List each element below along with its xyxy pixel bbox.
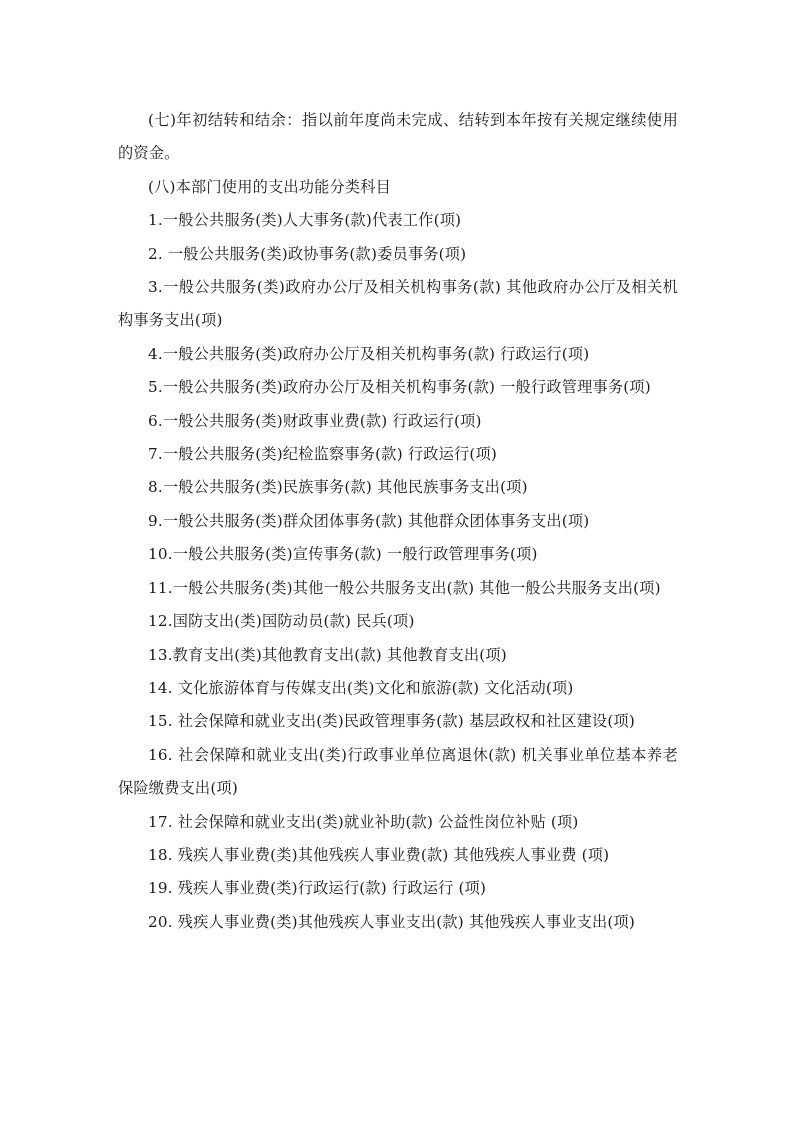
list-item: 7.一般公共服务(类)纪检监察事务(款) 行政运行(项) (148, 445, 498, 464)
list-item: 4.一般公共服务(类)政府办公厅及相关机构事务(款) 行政运行(项) (148, 344, 590, 363)
list-item: 17. 社会保障和就业支出(类)就业补助(款) 公益性岗位补贴 (项) (148, 812, 579, 831)
document-page (118, 104, 678, 939)
list-item: 3.一般公共服务(类)政府办公厅及相关机构事务(款) 其他政府办公厅及相关机构事务支出(项) (118, 278, 678, 330)
list-item: 5.一般公共服务(类)政府办公厅及相关机构事务(款) 一般行政管理事务(项) (148, 378, 651, 397)
list-item: 18. 残疾人事业费(类)其他残疾人事业费(款) 其他残疾人事业费 (项) (148, 845, 610, 864)
list-item: 16. 社会保障和就业支出(类)行政事业单位离退休(款) 机关事业单位基本养老保险缴费支出(项) (118, 745, 678, 798)
paragraph-carryover-definition: (七)年初结转和结余：指以前年度尚未完成、结转到本年按有关规定继续使用的资金。 (118, 111, 678, 163)
list-item: 15. 社会保障和就业支出(类)民政管理事务(款) 基层政权和社区建设(项) (148, 712, 636, 731)
list-item: 9.一般公共服务(类)群众团体事务(款) 其他群众团体事务支出(项) (148, 511, 590, 530)
list-item: 1.一般公共服务(类)人大事务(款)代表工作(项) (148, 211, 462, 230)
list-item: 12.国防支出(类)国防动员(款) 民兵(项) (148, 612, 415, 631)
section-heading-expenditure-subjects: (八)本部门使用的支出功能分类科目 (148, 177, 392, 196)
list-item: 8.一般公共服务(类)民族事务(款) 其他民族事务支出(项) (148, 478, 528, 497)
list-item: 13.教育支出(类)其他教育支出(款) 其他教育支出(项) (148, 645, 507, 664)
list-item: 20. 残疾人事业费(类)其他残疾人事业支出(款) 其他残疾人事业支出(项) (148, 912, 636, 931)
list-item: 10.一般公共服务(类)宣传事务(款) 一般行政管理事务(项) (148, 545, 538, 564)
list-item: 2. 一般公共服务(类)政协事务(款)委员事务(项) (148, 244, 467, 263)
list-item: 14. 文化旅游体育与传媒支出(类)文化和旅游(款) 文化活动(项) (148, 678, 574, 697)
list-item: 6.一般公共服务(类)财政事业费(款) 行政运行(项) (148, 411, 482, 430)
list-item: 11.一般公共服务(类)其他一般公共服务支出(款) 其他一般公共服务支出(项) (148, 578, 661, 597)
list-item: 19. 残疾人事业费(类)行政运行(款) 行政运行 (项) (148, 879, 487, 898)
